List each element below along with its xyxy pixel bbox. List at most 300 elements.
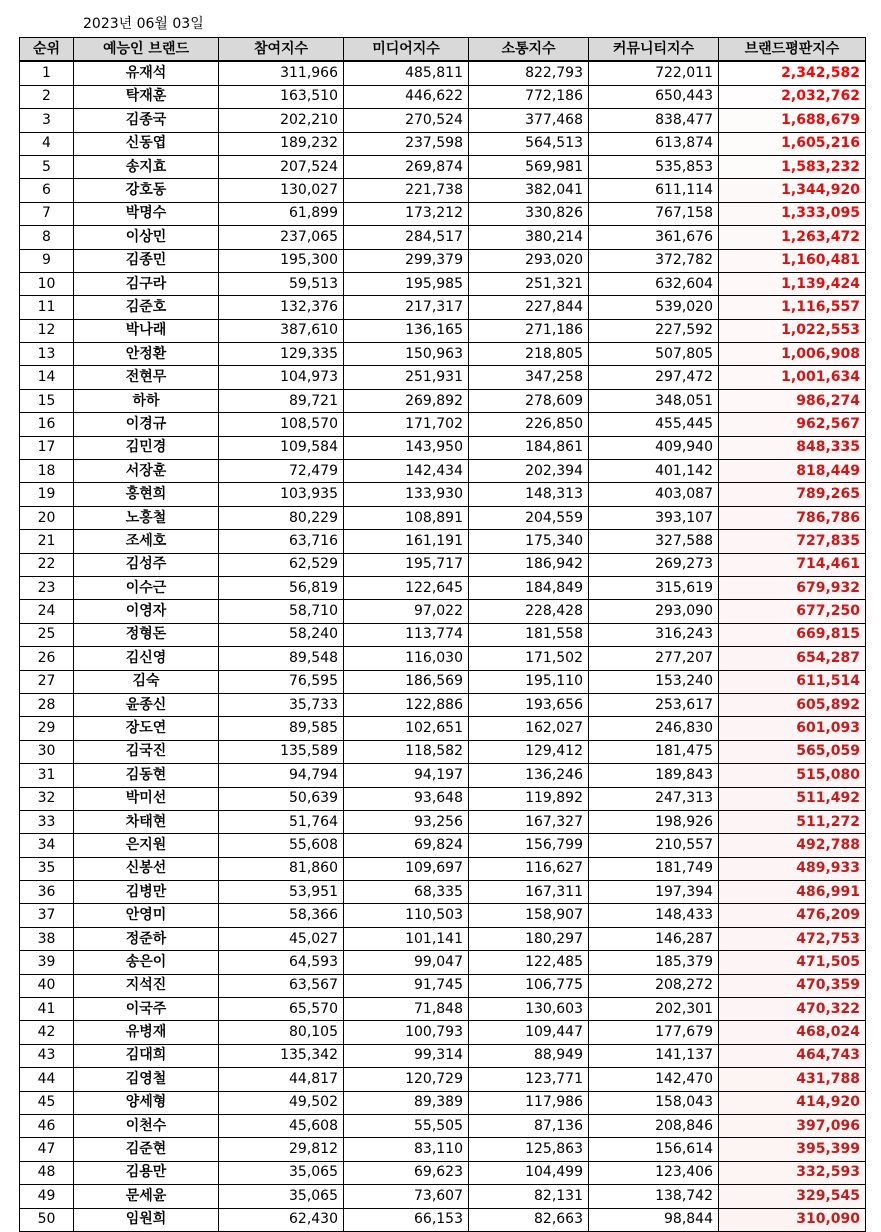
brand-score-cell: 486,991 — [719, 881, 866, 904]
participation-cell: 35,733 — [219, 693, 344, 716]
rank-cell: 12 — [20, 319, 74, 342]
media-cell: 110,503 — [344, 904, 469, 927]
participation-cell: 135,342 — [219, 1044, 344, 1067]
table-row — [20, 764, 866, 787]
name-cell: 지석진 — [74, 974, 219, 997]
media-cell: 69,623 — [344, 1161, 469, 1184]
name-cell: 이수근 — [74, 576, 219, 599]
table-row — [20, 740, 866, 763]
table-row — [20, 1185, 866, 1208]
community-cell: 838,477 — [589, 109, 719, 132]
rank-cell: 32 — [20, 787, 74, 810]
rank-cell: 13 — [20, 343, 74, 366]
media-cell: 173,212 — [344, 202, 469, 225]
name-cell: 문세윤 — [74, 1185, 219, 1208]
communication-cell: 380,214 — [469, 226, 589, 249]
name-cell: 윤종신 — [74, 693, 219, 716]
table-row — [20, 61, 866, 85]
communication-cell: 167,327 — [469, 810, 589, 833]
table-row — [20, 109, 866, 132]
community-cell: 189,843 — [589, 764, 719, 787]
community-cell: 632,604 — [589, 272, 719, 295]
community-cell: 507,805 — [589, 343, 719, 366]
media-cell: 113,774 — [344, 623, 469, 646]
community-cell: 246,830 — [589, 717, 719, 740]
participation-cell: 103,935 — [219, 483, 344, 506]
communication-cell: 104,499 — [469, 1161, 589, 1184]
name-cell: 김대희 — [74, 1044, 219, 1067]
rank-cell: 20 — [20, 506, 74, 529]
table-row — [20, 576, 866, 599]
communication-cell: 330,826 — [469, 202, 589, 225]
communication-cell: 88,949 — [469, 1044, 589, 1067]
name-cell: 신동엽 — [74, 132, 219, 155]
participation-cell: 35,065 — [219, 1185, 344, 1208]
participation-cell: 109,584 — [219, 436, 344, 459]
table-row — [20, 670, 866, 693]
brand-score-cell: 492,788 — [719, 834, 866, 857]
media-cell: 99,314 — [344, 1044, 469, 1067]
name-cell: 김동현 — [74, 764, 219, 787]
community-cell: 146,287 — [589, 927, 719, 950]
media-cell: 142,434 — [344, 460, 469, 483]
participation-cell: 89,585 — [219, 717, 344, 740]
participation-cell: 387,610 — [219, 319, 344, 342]
rank-cell: 17 — [20, 436, 74, 459]
name-cell: 김종민 — [74, 249, 219, 272]
rank-cell: 46 — [20, 1114, 74, 1137]
participation-cell: 94,794 — [219, 764, 344, 787]
participation-cell: 237,065 — [219, 226, 344, 249]
name-cell: 노홍철 — [74, 506, 219, 529]
table-row — [20, 530, 866, 553]
name-cell: 장도연 — [74, 717, 219, 740]
brand-score-cell: 1,139,424 — [719, 272, 866, 295]
communication-cell: 162,027 — [469, 717, 589, 740]
rank-cell: 26 — [20, 647, 74, 670]
participation-cell: 163,510 — [219, 85, 344, 108]
rank-cell: 44 — [20, 1068, 74, 1091]
media-cell: 217,317 — [344, 296, 469, 319]
participation-cell: 89,721 — [219, 389, 344, 412]
media-cell: 237,598 — [344, 132, 469, 155]
community-cell: 348,051 — [589, 389, 719, 412]
community-cell: 181,475 — [589, 740, 719, 763]
table-row — [20, 1161, 866, 1184]
community-cell: 153,240 — [589, 670, 719, 693]
media-cell: 122,645 — [344, 576, 469, 599]
media-cell: 120,729 — [344, 1068, 469, 1091]
name-cell: 유재석 — [74, 61, 219, 85]
table-row — [20, 974, 866, 997]
communication-cell: 227,844 — [469, 296, 589, 319]
communication-cell: 564,513 — [469, 132, 589, 155]
communication-cell: 119,892 — [469, 787, 589, 810]
communication-cell: 278,609 — [469, 389, 589, 412]
media-cell: 446,622 — [344, 85, 469, 108]
media-cell: 97,022 — [344, 600, 469, 623]
participation-cell: 80,229 — [219, 506, 344, 529]
participation-cell: 65,570 — [219, 998, 344, 1021]
table-row — [20, 436, 866, 459]
brand-score-cell: 714,461 — [719, 553, 866, 576]
name-cell: 서장훈 — [74, 460, 219, 483]
communication-cell: 180,297 — [469, 927, 589, 950]
table-row — [20, 647, 866, 670]
rank-cell: 24 — [20, 600, 74, 623]
report-date: 2023년 06월 03일 — [83, 16, 204, 32]
name-cell: 김국진 — [74, 740, 219, 763]
brand-score-cell: 786,786 — [719, 506, 866, 529]
media-cell: 69,824 — [344, 834, 469, 857]
media-cell: 100,793 — [344, 1021, 469, 1044]
community-cell: 401,142 — [589, 460, 719, 483]
table-row — [20, 179, 866, 202]
participation-cell: 129,335 — [219, 343, 344, 366]
communication-cell: 156,799 — [469, 834, 589, 857]
brand-score-cell: 464,743 — [719, 1044, 866, 1067]
media-cell: 133,930 — [344, 483, 469, 506]
table-row — [20, 483, 866, 506]
brand-score-cell: 669,815 — [719, 623, 866, 646]
media-cell: 93,648 — [344, 787, 469, 810]
rank-cell: 35 — [20, 857, 74, 880]
community-cell: 158,043 — [589, 1091, 719, 1114]
communication-cell: 106,775 — [469, 974, 589, 997]
participation-cell: 45,027 — [219, 927, 344, 950]
name-cell: 유병재 — [74, 1021, 219, 1044]
rank-cell: 39 — [20, 951, 74, 974]
participation-cell: 59,513 — [219, 272, 344, 295]
table-row — [20, 202, 866, 225]
participation-cell: 53,951 — [219, 881, 344, 904]
media-cell: 89,389 — [344, 1091, 469, 1114]
media-cell: 161,191 — [344, 530, 469, 553]
brand-score-cell: 1,022,553 — [719, 319, 866, 342]
name-cell: 차태현 — [74, 810, 219, 833]
communication-cell: 218,805 — [469, 343, 589, 366]
communication-cell: 193,656 — [469, 693, 589, 716]
community-cell: 247,313 — [589, 787, 719, 810]
brand-score-cell: 332,593 — [719, 1161, 866, 1184]
participation-cell: 49,502 — [219, 1091, 344, 1114]
community-cell: 361,676 — [589, 226, 719, 249]
table-row — [20, 881, 866, 904]
communication-cell: 122,485 — [469, 951, 589, 974]
media-cell: 485,811 — [344, 61, 469, 85]
participation-cell: 135,589 — [219, 740, 344, 763]
rank-cell: 6 — [20, 179, 74, 202]
brand-score-cell: 727,835 — [719, 530, 866, 553]
name-cell: 김성주 — [74, 553, 219, 576]
name-cell: 김신영 — [74, 647, 219, 670]
communication-cell: 123,771 — [469, 1068, 589, 1091]
media-cell: 195,985 — [344, 272, 469, 295]
table-row — [20, 226, 866, 249]
community-cell: 138,742 — [589, 1185, 719, 1208]
participation-cell: 61,899 — [219, 202, 344, 225]
communication-cell: 117,986 — [469, 1091, 589, 1114]
media-cell: 116,030 — [344, 647, 469, 670]
community-cell: 409,940 — [589, 436, 719, 459]
media-cell: 91,745 — [344, 974, 469, 997]
name-cell: 박나래 — [74, 319, 219, 342]
participation-cell: 63,567 — [219, 974, 344, 997]
rank-cell: 3 — [20, 109, 74, 132]
brand-score-cell: 2,032,762 — [719, 85, 866, 108]
rank-cell: 43 — [20, 1044, 74, 1067]
community-cell: 611,114 — [589, 179, 719, 202]
rank-cell: 40 — [20, 974, 74, 997]
participation-cell: 50,639 — [219, 787, 344, 810]
community-cell: 269,273 — [589, 553, 719, 576]
communication-cell: 136,246 — [469, 764, 589, 787]
community-cell: 142,470 — [589, 1068, 719, 1091]
media-cell: 284,517 — [344, 226, 469, 249]
communication-cell: 822,793 — [469, 61, 589, 85]
brand-score-cell: 470,322 — [719, 998, 866, 1021]
community-cell: 722,011 — [589, 61, 719, 85]
media-cell: 101,141 — [344, 927, 469, 950]
table-row — [20, 717, 866, 740]
table-row — [20, 904, 866, 927]
participation-cell: 132,376 — [219, 296, 344, 319]
communication-cell: 228,428 — [469, 600, 589, 623]
community-cell: 535,853 — [589, 155, 719, 178]
community-cell: 185,379 — [589, 951, 719, 974]
communication-cell: 271,186 — [469, 319, 589, 342]
rank-cell: 28 — [20, 693, 74, 716]
community-cell: 202,301 — [589, 998, 719, 1021]
rank-cell: 4 — [20, 132, 74, 155]
rank-cell: 50 — [20, 1208, 74, 1231]
brand-score-cell: 395,399 — [719, 1138, 866, 1161]
media-cell: 136,165 — [344, 319, 469, 342]
media-cell: 186,569 — [344, 670, 469, 693]
brand-score-cell: 476,209 — [719, 904, 866, 927]
rank-cell: 14 — [20, 366, 74, 389]
name-cell: 신봉선 — [74, 857, 219, 880]
brand-score-cell: 818,449 — [719, 460, 866, 483]
communication-cell: 87,136 — [469, 1114, 589, 1137]
brand-score-cell: 1,116,557 — [719, 296, 866, 319]
brand-score-cell: 2,342,582 — [719, 61, 866, 85]
brand-score-cell: 679,932 — [719, 576, 866, 599]
community-cell: 156,614 — [589, 1138, 719, 1161]
participation-cell: 72,479 — [219, 460, 344, 483]
table-row — [20, 927, 866, 950]
brand-score-cell: 601,093 — [719, 717, 866, 740]
header-community: 커뮤니티지수 — [589, 38, 719, 62]
rank-cell: 34 — [20, 834, 74, 857]
participation-cell: 56,819 — [219, 576, 344, 599]
name-cell: 이상민 — [74, 226, 219, 249]
name-cell: 전현무 — [74, 366, 219, 389]
community-cell: 403,087 — [589, 483, 719, 506]
communication-cell: 129,412 — [469, 740, 589, 763]
brand-score-cell: 414,920 — [719, 1091, 866, 1114]
participation-cell: 62,529 — [219, 553, 344, 576]
participation-cell: 189,232 — [219, 132, 344, 155]
media-cell: 71,848 — [344, 998, 469, 1021]
rank-cell: 31 — [20, 764, 74, 787]
table-row — [20, 553, 866, 576]
rank-cell: 5 — [20, 155, 74, 178]
brand-score-cell: 1,001,634 — [719, 366, 866, 389]
brand-score-cell: 511,272 — [719, 810, 866, 833]
participation-cell: 44,817 — [219, 1068, 344, 1091]
name-cell: 송지효 — [74, 155, 219, 178]
brand-score-cell: 472,753 — [719, 927, 866, 950]
brand-score-cell: 605,892 — [719, 693, 866, 716]
community-cell: 177,679 — [589, 1021, 719, 1044]
media-cell: 66,153 — [344, 1208, 469, 1231]
participation-cell: 108,570 — [219, 413, 344, 436]
table-row — [20, 787, 866, 810]
communication-cell: 186,942 — [469, 553, 589, 576]
table-row — [20, 366, 866, 389]
rank-cell: 21 — [20, 530, 74, 553]
brand-score-cell: 329,545 — [719, 1185, 866, 1208]
rank-cell: 27 — [20, 670, 74, 693]
rank-cell: 29 — [20, 717, 74, 740]
community-cell: 198,926 — [589, 810, 719, 833]
rank-cell: 36 — [20, 881, 74, 904]
table-row — [20, 389, 866, 412]
communication-cell: 175,340 — [469, 530, 589, 553]
brand-score-cell: 470,359 — [719, 974, 866, 997]
name-cell: 안정환 — [74, 343, 219, 366]
table-body — [20, 61, 866, 1231]
community-cell: 208,272 — [589, 974, 719, 997]
table-row — [20, 506, 866, 529]
communication-cell: 167,311 — [469, 881, 589, 904]
table-row — [20, 857, 866, 880]
participation-cell: 55,608 — [219, 834, 344, 857]
rank-cell: 38 — [20, 927, 74, 950]
table-row — [20, 600, 866, 623]
participation-cell: 58,240 — [219, 623, 344, 646]
participation-cell: 45,608 — [219, 1114, 344, 1137]
rank-cell: 18 — [20, 460, 74, 483]
participation-cell: 64,593 — [219, 951, 344, 974]
table-row — [20, 810, 866, 833]
participation-cell: 63,716 — [219, 530, 344, 553]
name-cell: 김종국 — [74, 109, 219, 132]
table-row — [20, 1138, 866, 1161]
brand-reputation-table — [19, 37, 866, 1232]
rank-cell: 30 — [20, 740, 74, 763]
name-cell: 박명수 — [74, 202, 219, 225]
brand-score-cell: 789,265 — [719, 483, 866, 506]
communication-cell: 772,186 — [469, 85, 589, 108]
table-row — [20, 272, 866, 295]
table-row — [20, 834, 866, 857]
brand-score-cell: 1,605,216 — [719, 132, 866, 155]
header-rank: 순위 — [20, 38, 74, 62]
table-row — [20, 1044, 866, 1067]
community-cell: 767,158 — [589, 202, 719, 225]
community-cell: 148,433 — [589, 904, 719, 927]
brand-score-cell: 986,274 — [719, 389, 866, 412]
participation-cell: 29,812 — [219, 1138, 344, 1161]
name-cell: 양세형 — [74, 1091, 219, 1114]
brand-score-cell: 489,933 — [719, 857, 866, 880]
community-cell: 613,874 — [589, 132, 719, 155]
media-cell: 94,197 — [344, 764, 469, 787]
brand-score-cell: 468,024 — [719, 1021, 866, 1044]
community-cell: 650,443 — [589, 85, 719, 108]
community-cell: 316,243 — [589, 623, 719, 646]
media-cell: 102,651 — [344, 717, 469, 740]
name-cell: 정형돈 — [74, 623, 219, 646]
media-cell: 93,256 — [344, 810, 469, 833]
participation-cell: 89,548 — [219, 647, 344, 670]
name-cell: 은지원 — [74, 834, 219, 857]
media-cell: 299,379 — [344, 249, 469, 272]
media-cell: 73,607 — [344, 1185, 469, 1208]
community-cell: 253,617 — [589, 693, 719, 716]
table-row — [20, 1114, 866, 1137]
communication-cell: 251,321 — [469, 272, 589, 295]
communication-cell: 130,603 — [469, 998, 589, 1021]
brand-score-cell: 1,583,232 — [719, 155, 866, 178]
rank-cell: 2 — [20, 85, 74, 108]
name-cell: 탁재훈 — [74, 85, 219, 108]
brand-score-cell: 1,263,472 — [719, 226, 866, 249]
table-row — [20, 319, 866, 342]
brand-score-cell: 654,287 — [719, 647, 866, 670]
community-cell: 277,207 — [589, 647, 719, 670]
table-row — [20, 951, 866, 974]
table-row — [20, 155, 866, 178]
brand-score-cell: 431,788 — [719, 1068, 866, 1091]
community-cell: 539,020 — [589, 296, 719, 319]
name-cell: 김준호 — [74, 296, 219, 319]
community-cell: 123,406 — [589, 1161, 719, 1184]
communication-cell: 204,559 — [469, 506, 589, 529]
header-media: 미디어지수 — [344, 38, 469, 62]
participation-cell: 58,366 — [219, 904, 344, 927]
media-cell: 171,702 — [344, 413, 469, 436]
rank-cell: 15 — [20, 389, 74, 412]
name-cell: 김영철 — [74, 1068, 219, 1091]
communication-cell: 109,447 — [469, 1021, 589, 1044]
community-cell: 197,394 — [589, 881, 719, 904]
media-cell: 83,110 — [344, 1138, 469, 1161]
table-row — [20, 249, 866, 272]
communication-cell: 125,863 — [469, 1138, 589, 1161]
communication-cell: 293,020 — [469, 249, 589, 272]
name-cell: 송은이 — [74, 951, 219, 974]
rank-cell: 37 — [20, 904, 74, 927]
name-cell: 김용만 — [74, 1161, 219, 1184]
name-cell: 김병만 — [74, 881, 219, 904]
media-cell: 150,963 — [344, 343, 469, 366]
media-cell: 118,582 — [344, 740, 469, 763]
table-row — [20, 413, 866, 436]
brand-score-cell: 677,250 — [719, 600, 866, 623]
brand-score-cell: 515,080 — [719, 764, 866, 787]
media-cell: 143,950 — [344, 436, 469, 459]
participation-cell: 62,430 — [219, 1208, 344, 1231]
table-row — [20, 998, 866, 1021]
rank-cell: 42 — [20, 1021, 74, 1044]
name-cell: 이천수 — [74, 1114, 219, 1137]
table-row — [20, 460, 866, 483]
community-cell: 227,592 — [589, 319, 719, 342]
communication-cell: 82,663 — [469, 1208, 589, 1231]
